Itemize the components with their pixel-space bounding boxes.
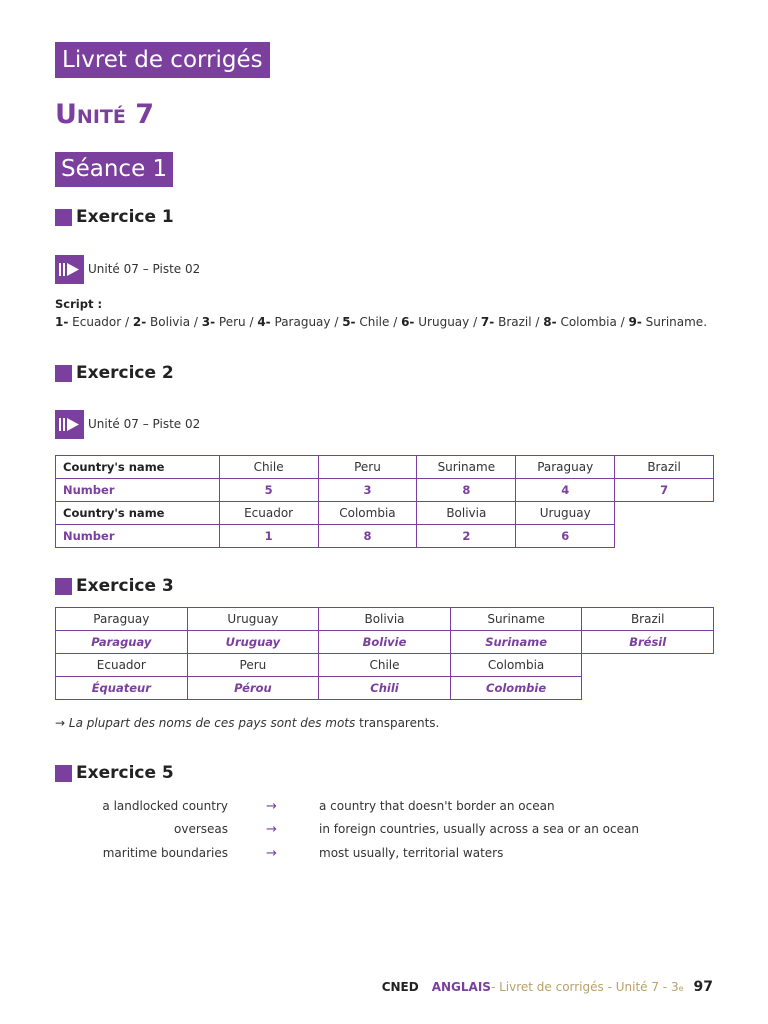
table-cell: 3 xyxy=(318,479,417,502)
table-row xyxy=(56,456,714,479)
page-number: 97 xyxy=(693,979,713,995)
table-cell: 7 xyxy=(615,479,714,502)
script-item-number: 9- xyxy=(628,315,642,329)
table-cell: 8 xyxy=(417,479,516,502)
footer-org: CNED xyxy=(381,980,419,994)
empty-cell xyxy=(582,677,714,700)
empty-cell xyxy=(615,502,714,525)
table-cell: Pérou xyxy=(187,677,319,700)
empty-cell xyxy=(582,654,714,677)
table-cell: Paraguay xyxy=(56,631,188,654)
script-item-name: Chile xyxy=(359,315,390,329)
exercise-2-audio[interactable] xyxy=(55,409,200,439)
script-item-name: Brazil xyxy=(498,315,532,329)
table-row xyxy=(56,654,714,677)
table-header-cell: Number xyxy=(56,479,220,502)
script-item-number: 7- xyxy=(480,315,495,329)
table-cell: Paraguay xyxy=(516,456,615,479)
table-cell: Bolivia xyxy=(417,502,516,525)
exercise-5-label: Exercice 5 xyxy=(76,763,174,783)
match-row xyxy=(0,822,768,840)
table-cell: Brazil xyxy=(582,608,714,631)
script-item-name: Paraguay xyxy=(274,315,331,329)
table-cell: 8 xyxy=(318,525,417,548)
table-cell: 5 xyxy=(219,479,318,502)
table-cell: Suriname xyxy=(450,631,582,654)
script-item-name: Peru xyxy=(218,315,246,329)
square-marker-icon xyxy=(55,578,72,595)
session-title: Séance 1 xyxy=(55,152,173,187)
unit-number: 7 xyxy=(135,99,155,130)
script-label: Script : xyxy=(55,297,103,311)
square-marker-icon xyxy=(55,365,72,382)
match-term: a landlocked country xyxy=(102,799,228,813)
unit-word: Unité xyxy=(55,99,126,130)
table-cell: Ecuador xyxy=(219,502,318,525)
exercise-3-heading xyxy=(55,576,174,596)
table-row xyxy=(56,608,714,631)
script-item-number: 1- xyxy=(55,315,69,329)
page-footer xyxy=(382,979,713,995)
arrow-right-icon: → xyxy=(266,846,277,861)
note-italic-text: La plupart des noms de ces pays sont des mots xyxy=(68,716,356,730)
arrow-right-icon: → xyxy=(55,716,66,730)
audio-play-icon[interactable] xyxy=(55,255,84,284)
table-cell: Équateur xyxy=(56,677,188,700)
script-item-number: 6- xyxy=(401,315,415,329)
table-header-cell: Number xyxy=(56,525,220,548)
script-item-name: Bolivia xyxy=(150,315,191,329)
exercise-2-table xyxy=(55,455,714,548)
table-cell: Chile xyxy=(319,654,451,677)
table-cell: 1 xyxy=(219,525,318,548)
script-item-number: 8- xyxy=(543,315,557,329)
note-plain-text: transparents. xyxy=(359,716,440,730)
table-cell: Paraguay xyxy=(56,608,188,631)
table-cell: Brazil xyxy=(615,456,714,479)
script-item-name: Suriname. xyxy=(645,315,708,329)
script-item-name: Colombia xyxy=(560,315,617,329)
match-row xyxy=(0,799,768,817)
table-header-cell: Country's name xyxy=(56,456,220,479)
table-cell: 2 xyxy=(417,525,516,548)
arrow-right-icon: → xyxy=(266,822,277,837)
match-definition: most usually, territorial waters xyxy=(319,846,504,860)
match-row xyxy=(0,846,768,864)
footer-superscript: e xyxy=(678,984,684,993)
table-cell: Suriname xyxy=(417,456,516,479)
table-cell: Uruguay xyxy=(187,608,319,631)
arrow-right-icon: → xyxy=(266,799,277,814)
table-cell: Brésil xyxy=(582,631,714,654)
unit-title xyxy=(55,98,154,132)
table-cell: Chile xyxy=(219,456,318,479)
table-cell: Colombie xyxy=(450,677,582,700)
audio-play-icon[interactable] xyxy=(55,410,84,439)
audio-track-label: Unité 07 – Piste 02 xyxy=(88,262,201,276)
table-header-cell: Country's name xyxy=(56,502,220,525)
table-cell: Colombia xyxy=(450,654,582,677)
match-definition: a country that doesn't border an ocean xyxy=(319,799,555,813)
match-term: overseas xyxy=(174,822,228,836)
table-cell: Peru xyxy=(318,456,417,479)
table-cell: Colombia xyxy=(318,502,417,525)
table-cell: Suriname xyxy=(450,608,582,631)
footer-subject: ANGLAIS xyxy=(431,980,491,994)
booklet-title: Livret de corrigés xyxy=(55,42,270,78)
table-cell: 6 xyxy=(516,525,615,548)
table-cell: Chili xyxy=(319,677,451,700)
table-row xyxy=(56,631,714,654)
table-row xyxy=(56,479,714,502)
match-definition: in foreign countries, usually across a sea or an ocean xyxy=(319,822,639,836)
square-marker-icon xyxy=(55,209,72,226)
table-cell: Ecuador xyxy=(56,654,188,677)
table-row xyxy=(56,677,714,700)
empty-cell xyxy=(615,525,714,548)
table-cell: Peru xyxy=(187,654,319,677)
table-cell: Uruguay xyxy=(516,502,615,525)
script-item-name: Uruguay xyxy=(418,315,470,329)
exercise-1-heading xyxy=(55,207,174,227)
script-item-number: 3- xyxy=(201,315,216,329)
table-cell: Uruguay xyxy=(187,631,319,654)
footer-course: - Livret de corrigés - Unité 7 - 3 xyxy=(490,980,679,994)
exercise-3-label: Exercice 3 xyxy=(76,576,174,596)
square-marker-icon xyxy=(55,765,72,782)
exercise-2-heading xyxy=(55,363,174,383)
table-cell: 4 xyxy=(516,479,615,502)
script-line: 1- Ecuador / 2- Bolivia / 3- Peru / 4- Paraguay / 5- Chile / 6- Uruguay / 7- Brazil / 8- Colombia / 9- Suriname. xyxy=(55,315,708,329)
match-term: maritime boundaries xyxy=(102,846,228,860)
table-cell: Bolivie xyxy=(319,631,451,654)
exercise-3-note xyxy=(55,716,439,730)
script-item-number: 4- xyxy=(257,315,271,329)
exercise-3-table xyxy=(55,607,714,700)
table-cell: Bolivia xyxy=(319,608,451,631)
script-item-number: 2- xyxy=(132,315,147,329)
table-row xyxy=(56,525,714,548)
script-item-number: 5- xyxy=(342,315,356,329)
script-item-name: Ecuador xyxy=(72,315,122,329)
exercise-1-label: Exercice 1 xyxy=(76,207,174,227)
exercise-2-label: Exercice 2 xyxy=(76,363,174,383)
audio-track-label: Unité 07 – Piste 02 xyxy=(88,417,201,431)
table-row xyxy=(56,502,714,525)
exercise-1-audio[interactable] xyxy=(55,254,200,284)
exercise-5-heading xyxy=(55,763,174,783)
